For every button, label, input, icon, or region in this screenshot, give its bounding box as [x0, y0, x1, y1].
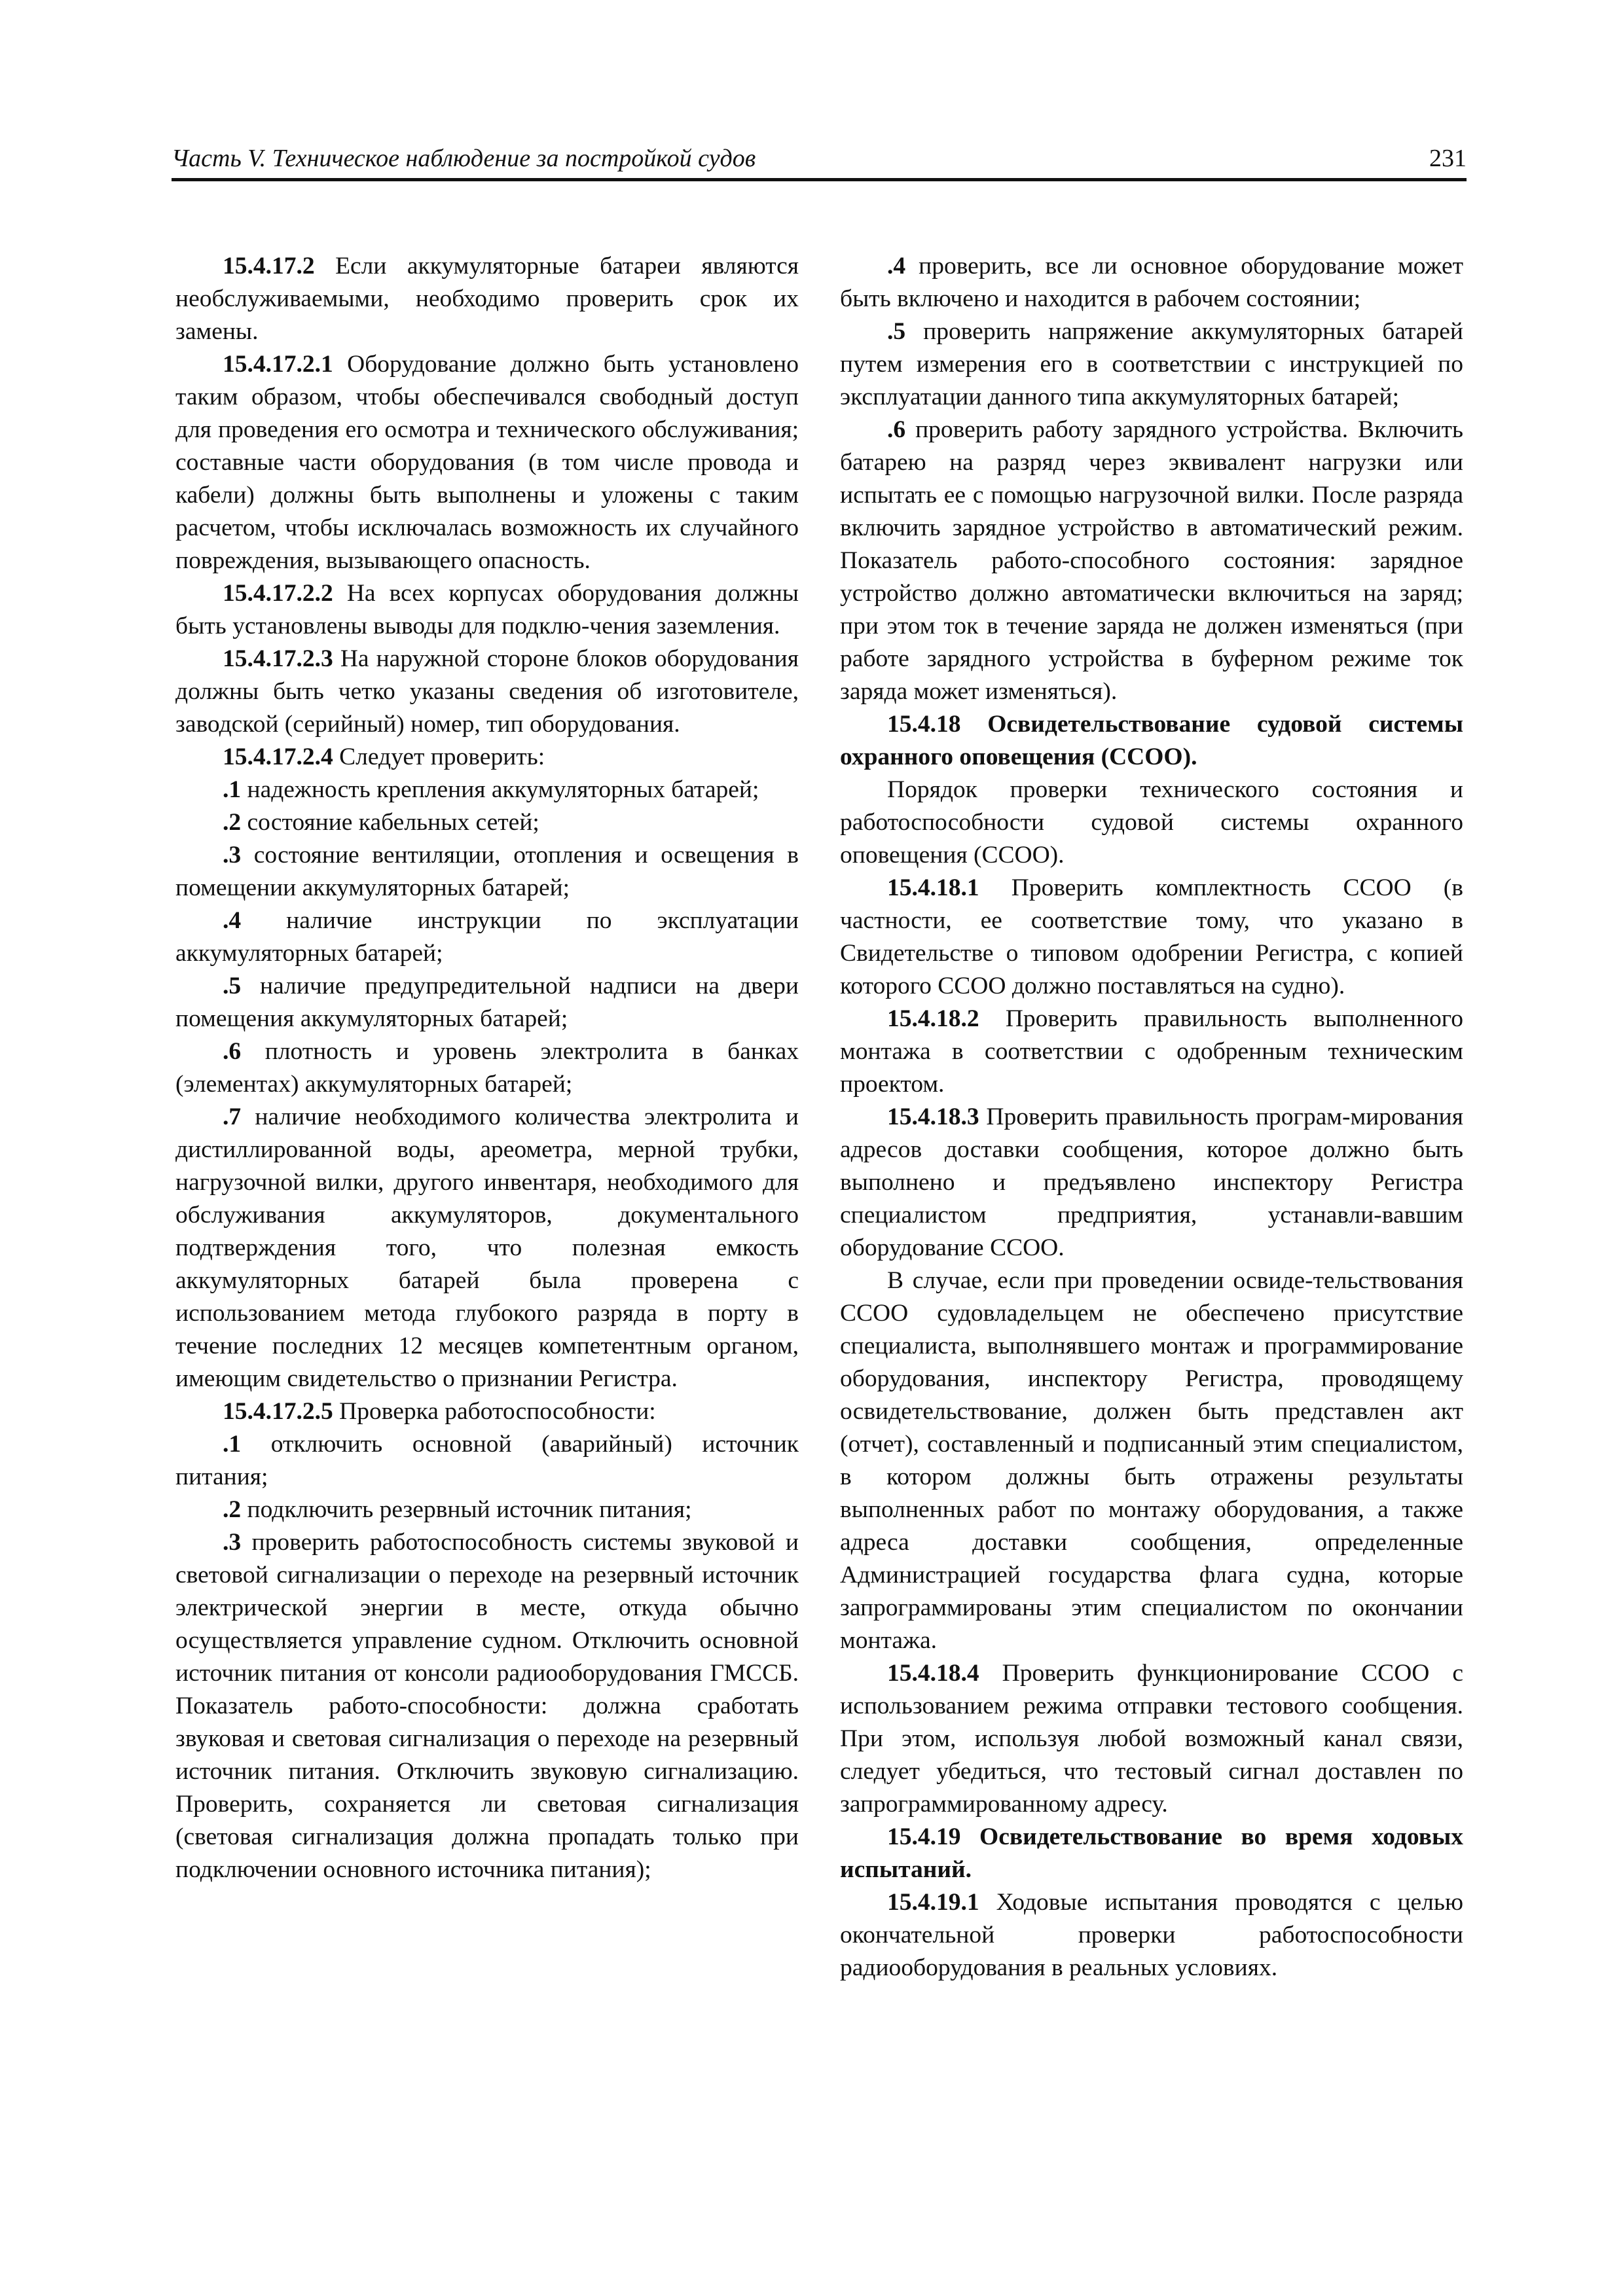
paragraph — [175, 774, 799, 806]
paragraph — [175, 250, 799, 348]
clause-number: 15.4.17.2 — [223, 253, 315, 279]
clause-number: .3 — [223, 842, 242, 869]
running-header — [172, 143, 1467, 177]
paragraph — [840, 774, 1463, 872]
paragraph-text: Проверка работоспособности: — [333, 1398, 656, 1425]
paragraph-text: наличие инструкции по эксплуатации аккумуляторных батарей; — [175, 907, 799, 967]
paragraph — [840, 315, 1463, 414]
page-number: 231 — [1429, 145, 1467, 172]
clause-number: .7 — [223, 1103, 242, 1130]
paragraph — [175, 1494, 799, 1526]
clause-number: .2 — [223, 809, 242, 836]
paragraph-text: наличие необходимого количества электролита и дистиллированной воды, ареометра, мерной трубки, нагрузочной вилки, другого инвентаря, необходимого для обслуживания аккумуляторов, документального подтверждения того, что полезная емкость аккумуляторных батарей была проверена с использованием метода глубокого разряда в порту в течение последних 12 месяцев компетентным органом, имеющим свидетельство о признании Регистра. — [175, 1103, 799, 1392]
paragraph — [840, 1657, 1463, 1821]
paragraph-text: надежность крепления аккумуляторных батарей; — [241, 776, 759, 803]
paragraph-text: отключить основной (аварийный) источник питания; — [175, 1431, 799, 1490]
clause-number: .4 — [887, 253, 906, 279]
paragraph-text: наличие предупредительной надписи на двери помещения аккумуляторных батарей; — [175, 973, 799, 1032]
paragraph-text: Проверить комплектность ССОО (в частности, ее соответствие тому, что указано в Свидетельстве о типовом одобрении Регистра, с копией которого ССОО должно поставляться на судно). — [840, 874, 1463, 999]
clause-number: .6 — [887, 416, 906, 443]
paragraph-text: Следует проверить: — [333, 744, 545, 770]
paragraph — [840, 1003, 1463, 1101]
clause-number: 15.4.17.2.4 — [223, 744, 333, 770]
paragraph-text: Проверить правильность програм-мирования адресов доставки сообщения, которое должно быть выполнено и предъявлено инспектору Регистра специалистом предприятия, устанавли-вавшим оборудование ССОО. — [840, 1103, 1463, 1261]
paragraph-text: Ходовые испытания проводятся с целью окончательной проверки работоспособности радиооборудования в реальных условиях. — [840, 1889, 1463, 1981]
paragraph — [175, 1526, 799, 1886]
paragraph — [840, 1101, 1463, 1265]
paragraph — [840, 414, 1463, 708]
paragraph-text: состояние вентиляции, отопления и освещения в помещении аккумуляторных батарей; — [175, 842, 799, 901]
clause-number: .1 — [223, 776, 242, 803]
paragraph — [175, 741, 799, 774]
paragraph-text: проверить, все ли основное оборудование может быть включено и находится в рабочем состоянии; — [840, 253, 1463, 312]
clause-number: .1 — [223, 1431, 242, 1458]
clause-number: .3 — [223, 1529, 242, 1556]
paragraph — [840, 708, 1463, 774]
clause-number: 15.4.18.4 — [887, 1660, 979, 1687]
clause-number: 15.4.18.3 — [887, 1103, 979, 1130]
paragraph — [175, 348, 799, 577]
clause-number: .5 — [223, 973, 242, 999]
paragraph-text: Проверить функционирование ССОО с использованием режима отправки тестового сообщения. При этом, используя любой возможный канал связи, следует убедиться, что тестовый сигнал доставлен по запрограммированному адресу. — [840, 1660, 1463, 1818]
paragraph — [175, 1035, 799, 1101]
header-title: Часть V. Техническое наблюдение за постройкой судов — [172, 145, 756, 172]
clause-number: 15.4.17.2.1 — [223, 351, 333, 378]
paragraph-text: плотность и уровень электролита в банках (элементах) аккумуляторных батарей; — [175, 1038, 799, 1098]
clause-number: 15.4.19.1 — [887, 1889, 979, 1916]
clause-number: .6 — [223, 1038, 242, 1065]
paragraph-text: проверить работу зарядного устройства. Включить батарею на разряд через эквивалент нагрузки или испытать ее с помощью нагрузочной вилки. После разряда включить зарядное устройство в автоматический режим. Показатель работо-способного состояния: зарядное устройство должно автоматически включиться на заряд; при этом ток в течение заряда не должен изменяться (при работе зарядного устройства в буферном режиме ток заряда может изменяться). — [840, 416, 1463, 705]
clause-number: .5 — [887, 318, 906, 345]
clause-number: .2 — [223, 1496, 242, 1523]
right-column — [840, 250, 1463, 1984]
paragraph — [840, 1821, 1463, 1886]
paragraph-text: В случае, если при проведении освиде-тельствования ССОО судовладельцем не обеспечено присутствие специалиста, выполнявшего монтаж и программирование оборудования, инспектору Регистра, проводящему освидетельствование, должен быть представлен акт (отчет), составленный и подписанный этим специалистом, в котором должны быть отражены результаты выполненных работ по монтажу оборудования, а также адреса доставки сообщения, определенные Администрацией государства флага судна, которые запрограммированы этим специалистом по окончании монтажа. — [840, 1267, 1463, 1654]
paragraph — [175, 577, 799, 643]
paragraph-text: проверить работоспособность системы звуковой и световой сигнализации о переходе на резервный источник электрической энергии в месте, откуда обычно осуществляется управление судном. Отключить основной источник питания от консоли радиооборудования ГМССБ. Показатель работо-способности: должна сработать звуковая и световая сигнализация о переходе на резервный источник питания. Отключить звуковую сигнализацию. Проверить, сохраняется ли световая сигнализация (световая сигнализация должна пропадать только при подключении основного источника питания); — [175, 1529, 799, 1883]
paragraph-text: На всех корпусах оборудования должны быть установлены выводы для подклю-чения заземления. — [175, 580, 799, 639]
paragraph — [840, 1265, 1463, 1657]
clause-number: 15.4.18 Освидетельствование судовой системы охранного оповещения (ССОО). — [840, 711, 1463, 770]
paragraph — [840, 872, 1463, 1003]
paragraph — [175, 1395, 799, 1428]
left-column — [175, 250, 799, 1886]
paragraph-text: На наружной стороне блоков оборудования должны быть четко указаны сведения об изготовителе, заводской (серийный) номер, тип оборудования. — [175, 645, 799, 738]
paragraph — [175, 643, 799, 741]
clause-number: 15.4.17.2.3 — [223, 645, 333, 672]
clause-number: 15.4.17.2.5 — [223, 1398, 333, 1425]
paragraph — [175, 1101, 799, 1395]
paragraph-text: Проверить правильность выполненного монтажа в соответствии с одобренным техническим проектом. — [840, 1005, 1463, 1098]
paragraph-text: подключить резервный источник питания; — [241, 1496, 692, 1523]
clause-number: 15.4.18.2 — [887, 1005, 979, 1032]
header-rule — [172, 178, 1467, 181]
clause-number: 15.4.18.1 — [887, 874, 979, 901]
clause-number: 15.4.17.2.2 — [223, 580, 333, 607]
paragraph — [175, 1428, 799, 1494]
paragraph — [840, 1886, 1463, 1984]
clause-number: .4 — [223, 907, 242, 934]
paragraph — [175, 839, 799, 905]
paragraph-text: проверить напряжение аккумуляторных батарей путем измерения его в соответствии с инструкцией по эксплуатации данного типа аккумуляторных батарей; — [840, 318, 1463, 410]
paragraph-text: Порядок проверки технического состояния и работоспособности судовой системы охранного оповещения (ССОО). — [840, 776, 1463, 869]
paragraph-text: состояние кабельных сетей; — [241, 809, 539, 836]
paragraph — [175, 905, 799, 970]
paragraph — [175, 806, 799, 839]
paragraph — [840, 250, 1463, 315]
paragraph — [175, 970, 799, 1035]
paragraph-text: Если аккумуляторные батареи являются необслуживаемыми, необходимо проверить срок их замены. — [175, 253, 799, 345]
clause-number: 15.4.19 Освидетельствование во время ходовых испытаний. — [840, 1823, 1463, 1883]
paragraph-text: Оборудование должно быть установлено таким образом, чтобы обеспечивался свободный доступ для проведения его осмотра и технического обслуживания; составные части оборудования (в том числе провода и кабели) должны быть выполнены и уложены с таким расчетом, чтобы исключалась возможность их случайного повреждения, вызывающего опасность. — [175, 351, 799, 574]
